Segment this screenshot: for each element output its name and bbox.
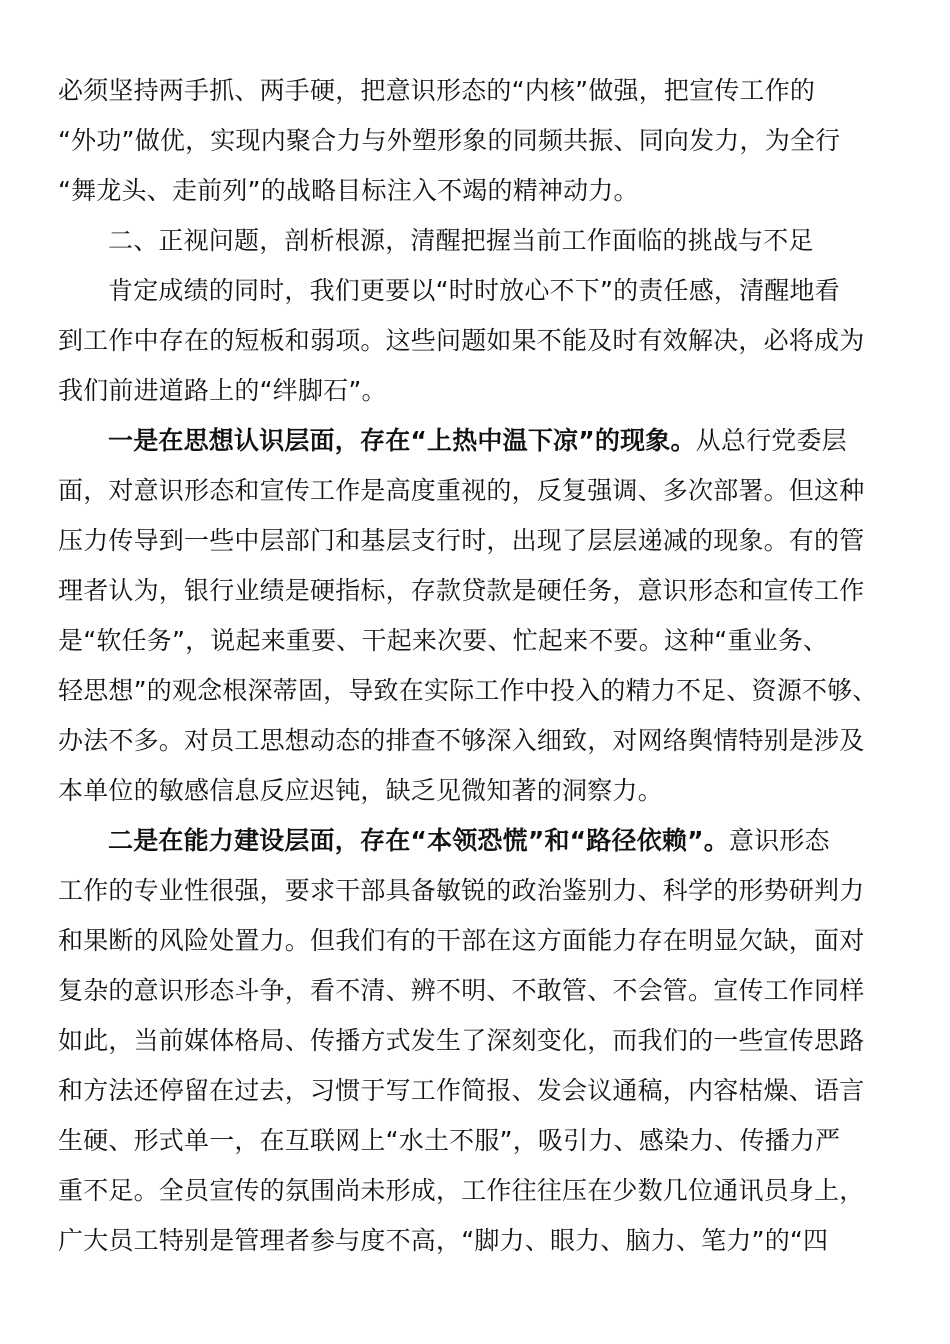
text-line: “舞龙头、走前列”的战略目标注入不竭的精神动力。 [58, 176, 639, 205]
lead-tail-text: 从总行党委层 [695, 426, 847, 455]
section-heading [58, 216, 890, 266]
text-line: 生硬、形式单一，在互联网上“水土不服”，吸引力、感染力、传播力严 [58, 1126, 841, 1155]
text-line: 和方法还停留在过去，习惯于写工作简报、发会议通稿，内容枯燥、语言 [58, 1076, 865, 1105]
bold-lead-text: 二是在能力建设层面，存在“本领恐慌”和“路径依赖”。 [108, 826, 729, 855]
paragraph-point-two [58, 816, 890, 1266]
text-line: 复杂的意识形态斗争，看不清、辨不明、不敢管、不会管。宣传工作同样 [58, 976, 865, 1005]
text-line: 如此，当前媒体格局、传播方式发生了深刻变化，而我们的一些宣传思路 [58, 1026, 865, 1055]
text-line: 本单位的敏感信息反应迟钝，缺乏见微知著的洞察力。 [58, 776, 663, 805]
text-line: 工作的专业性很强，要求干部具备敏锐的政治鉴别力、科学的形势研判力 [58, 876, 865, 905]
paragraph-point-one [58, 416, 890, 816]
text-line-lead [58, 816, 890, 866]
text-line: 办法不多。对员工思想动态的排查不够深入细致，对网络舆情特别是涉及 [58, 726, 865, 755]
heading-line: 二、正视问题，剖析根源，清醒把握当前工作面临的挑战与不足 [108, 226, 814, 255]
text-line: 重不足。全员宣传的氛围尚未形成，工作往往压在少数几位通讯员身上， [58, 1176, 865, 1205]
paragraph-intro [58, 266, 890, 416]
lead-tail-text: 意识形态 [728, 826, 830, 855]
text-line: 轻思想”的观念根深蒂固，导致在实际工作中投入的精力不足、资源不够、 [58, 676, 878, 705]
text-line: 肯定成绩的同时，我们更要以“时时放心不下”的责任感，清醒地看 [108, 276, 840, 305]
text-line: 是“软任务”，说起来重要、干起来次要、忙起来不要。这种“重业务、 [58, 626, 829, 655]
document-page [58, 66, 890, 1266]
text-line: 广大员工特别是管理者参与度不高，“脚力、眼力、脑力、笔力”的“四 [58, 1226, 829, 1255]
paragraph-continuation [58, 66, 890, 216]
text-line: 面，对意识形态和宣传工作是高度重视的，反复强调、多次部署。但这种 [58, 476, 865, 505]
text-line: 到工作中存在的短板和弱项。这些问题如果不能及时有效解决，必将成为 [58, 326, 865, 355]
bold-lead-text: 一是在思想认识层面，存在“上热中温下凉”的现象。 [108, 426, 696, 455]
text-line: 压力传导到一些中层部门和基层支行时，出现了层层递减的现象。有的管 [58, 526, 865, 555]
text-line: “外功”做优，实现内聚合力与外塑形象的同频共振、同向发力，为全行 [58, 126, 841, 155]
text-line: 我们前进道路上的“绊脚石”。 [58, 376, 387, 405]
text-line-lead [58, 416, 890, 466]
text-line: 必须坚持两手抓、两手硬，把意识形态的“内核”做强，把宣传工作的 [58, 76, 816, 105]
text-line: 理者认为，银行业绩是硬指标，存款贷款是硬任务，意识形态和宣传工作 [58, 576, 865, 605]
text-line: 和果断的风险处置力。但我们有的干部在这方面能力存在明显欠缺，面对 [58, 926, 865, 955]
